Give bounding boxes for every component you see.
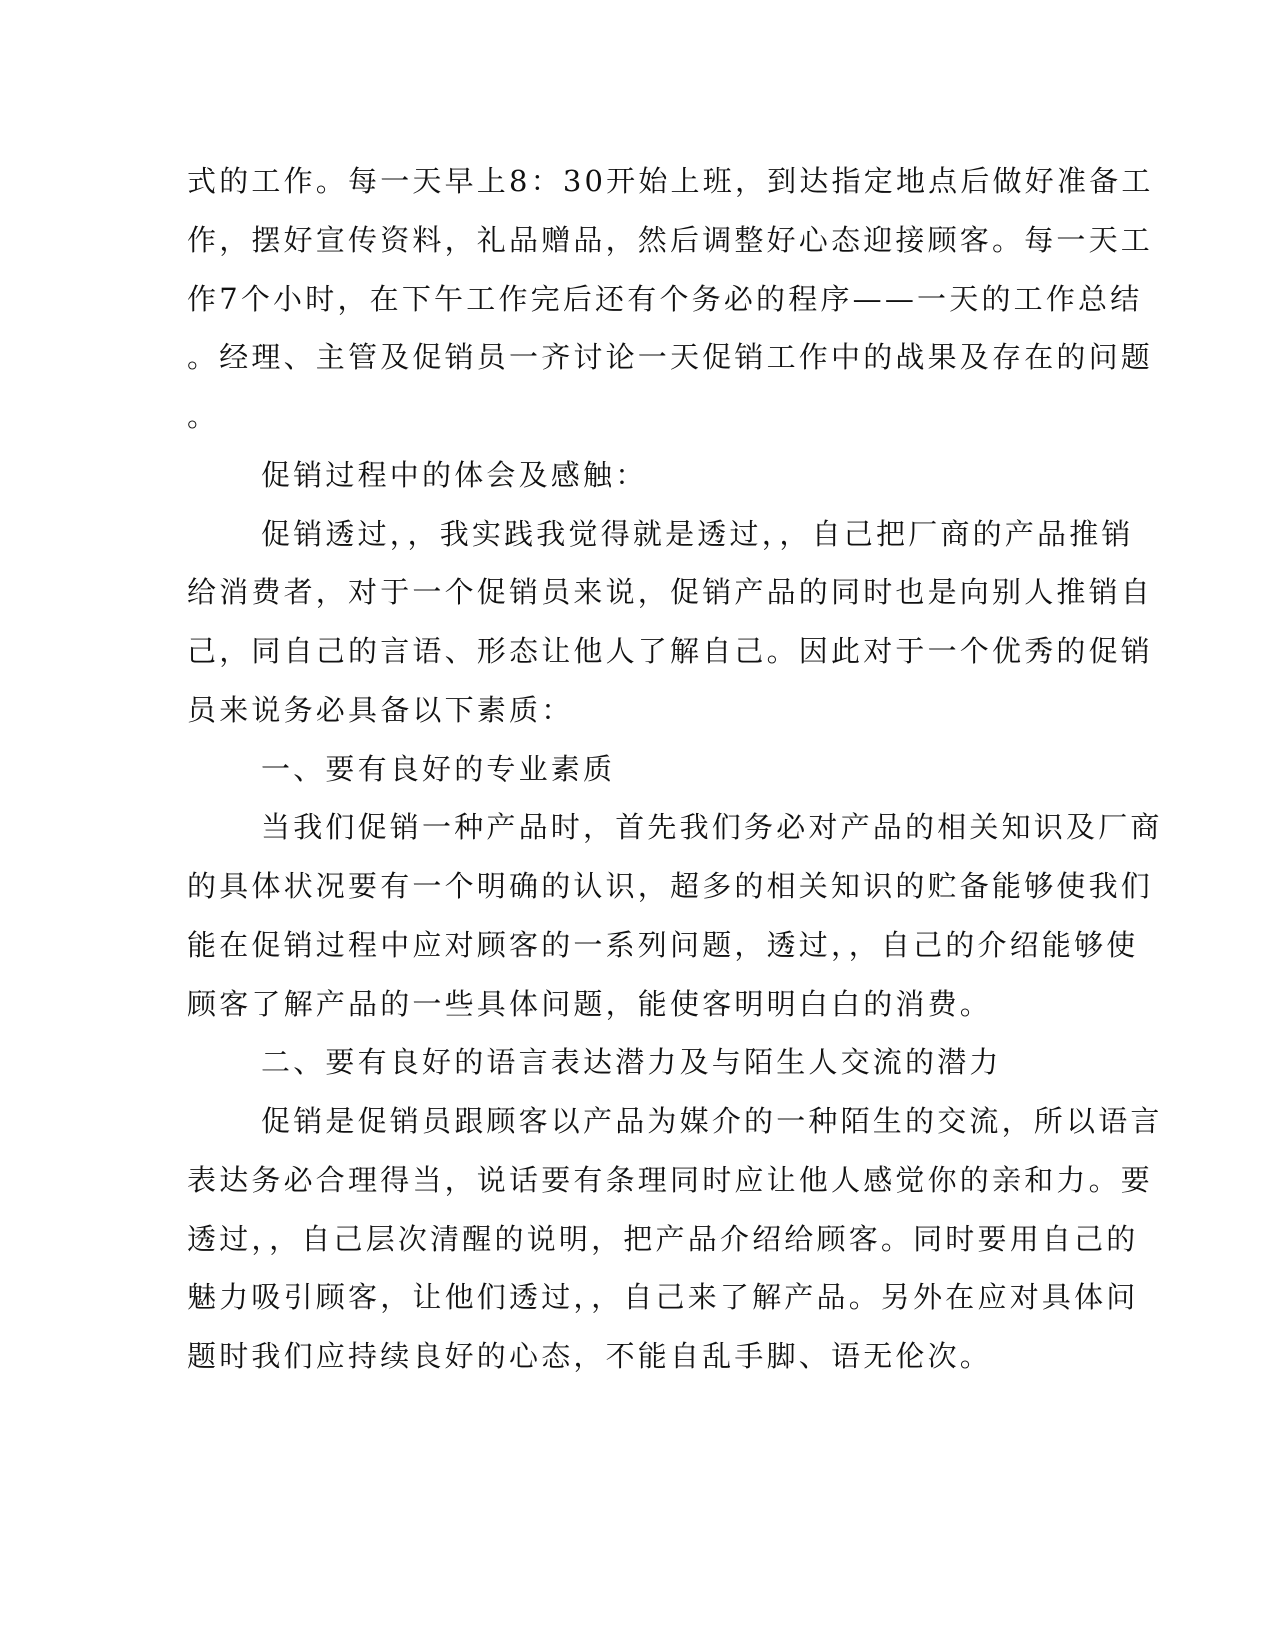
text-line: 魅力吸引顾客，让他们透过，，自己来了解产品。另外在应对具体问 (187, 1280, 1139, 1314)
text-line: 己，同自己的言语、形态让他人了解自己。因此对于一个优秀的促销 (187, 634, 1154, 668)
text-line: 。经理、主管及促销员一齐讨论一天促销工作中的战果及存在的问题 (187, 340, 1154, 374)
text-line: 员来说务必具备以下素质： (187, 693, 574, 727)
section-heading: 一、要有良好的专业素质 (261, 752, 616, 786)
text-line: 透过，，自己层次清醒的说明，把产品介绍给顾客。同时要用自己的 (187, 1222, 1139, 1256)
section-heading: 二、要有良好的语言表达潜力及与陌生人交流的潜力 (261, 1045, 1002, 1079)
section-heading: 促销过程中的体会及感触： (261, 458, 648, 492)
text-line: 的具体状况要有一个明确的认识，超多的相关知识的贮备能够使我们 (187, 869, 1154, 903)
text-line: 促销透过，，我实践我觉得就是透过，，自己把厂商的产品推销 (261, 517, 1134, 551)
text-line: 作，摆好宣传资料，礼品赠品，然后调整好心态迎接顾客。每一天工 (187, 223, 1154, 257)
text-line: 式的工作。每一天早上8：30开始上班，到达指定地点后做好准备工 (187, 164, 1154, 198)
text-line: 题时我们应持续良好的心态，不能自乱手脚、语无伦次。 (187, 1339, 993, 1373)
text-line: 当我们促销一种产品时，首先我们务必对产品的相关知识及厂商 (261, 810, 1163, 844)
text-line: 给消费者，对于一个促销员来说，促销产品的同时也是向别人推销自 (187, 575, 1154, 609)
text-line: 顾客了解产品的一些具体问题，能使客明明白白的消费。 (187, 987, 993, 1021)
text-line: 。 (187, 399, 220, 433)
text-line: 促销是促销员跟顾客以产品为媒介的一种陌生的交流，所以语言 (261, 1104, 1163, 1138)
text-line: 表达务必合理得当，说话要有条理同时应让他人感觉你的亲和力。要 (187, 1163, 1154, 1197)
text-line: 能在促销过程中应对顾客的一系列问题，透过，，自己的介绍能够使 (187, 928, 1139, 962)
text-line: 作7个小时，在下午工作完后还有个务必的程序——一天的工作总结 (187, 282, 1143, 316)
